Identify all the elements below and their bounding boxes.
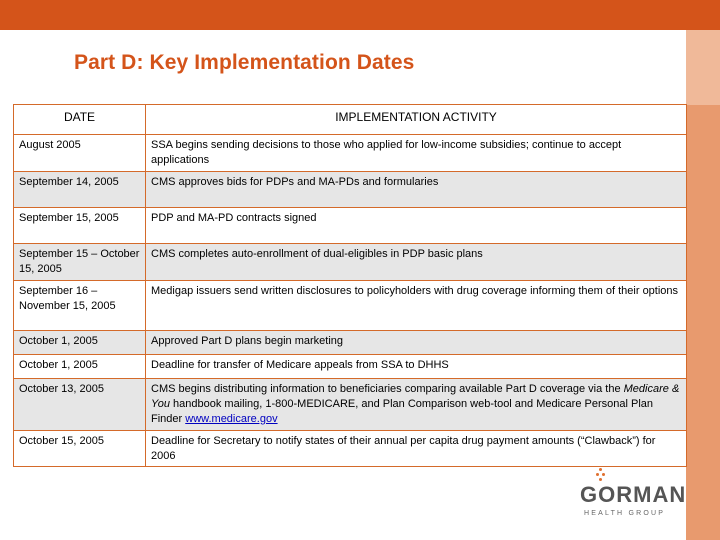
row-activity: PDP and MA-PD contracts signed [146,208,687,244]
row-date: September 14, 2005 [14,172,146,208]
table-row [14,244,687,281]
row-date: October 1, 2005 [14,331,146,355]
table-row [14,172,687,208]
side-accent-dark [686,105,720,540]
side-accent-light [686,30,720,105]
table-row [14,281,687,331]
row-activity: Deadline for transfer of Medicare appeals from SSA to DHHS [146,355,687,379]
activity-text: handbook mailing, 1-800-MEDICARE, and Plan Comparison web-tool and Medicare Personal Plan Finder [151,398,654,425]
page-title: Part D: Key Implementation Dates [74,51,415,74]
logo-wordmark: GORMAN [580,482,687,507]
row-activity: CMS approves bids for PDPs and MA-PDs and formularies [146,172,687,208]
table-header-row [14,105,687,135]
row-date: September 15 – October 15, 2005 [14,244,146,281]
row-activity [146,379,687,431]
table-row [14,331,687,355]
row-activity: Medigap issuers send written disclosures to policyholders with drug coverage informing them of their options [146,281,687,331]
activity-italic-title: Medicare & You [151,383,680,410]
row-date: October 1, 2005 [14,355,146,379]
row-activity: SSA begins sending decisions to those who applied for low-income subsidies; continue to accept applications [146,135,687,172]
logo-subtitle: HEALTH GROUP [584,510,666,517]
row-date: September 15, 2005 [14,208,146,244]
implementation-dates-table [13,104,687,467]
table-row [14,135,687,172]
gorman-logo [578,468,687,530]
row-activity: CMS completes auto-enrollment of dual-eligibles in PDP basic plans [146,244,687,281]
row-activity: Approved Part D plans begin marketing [146,331,687,355]
table-row [14,431,687,467]
row-date: October 15, 2005 [14,431,146,467]
top-banner [0,0,720,30]
table-row [14,355,687,379]
table-row [14,208,687,244]
activity-text: CMS begins distributing information to beneficiaries comparing available Part D coverage via the [151,383,624,395]
header-date: DATE [14,105,146,135]
row-activity: Deadline for Secretary to notify states of their annual per capita drug payment amounts (“Clawback”) for 2006 [146,431,687,467]
row-date: August 2005 [14,135,146,172]
medicare-gov-link[interactable]: www.medicare.gov [185,413,278,425]
row-date: September 16 – November 15, 2005 [14,281,146,331]
header-activity: IMPLEMENTATION ACTIVITY [146,105,687,135]
table-row [14,379,687,431]
row-date: October 13, 2005 [14,379,146,431]
